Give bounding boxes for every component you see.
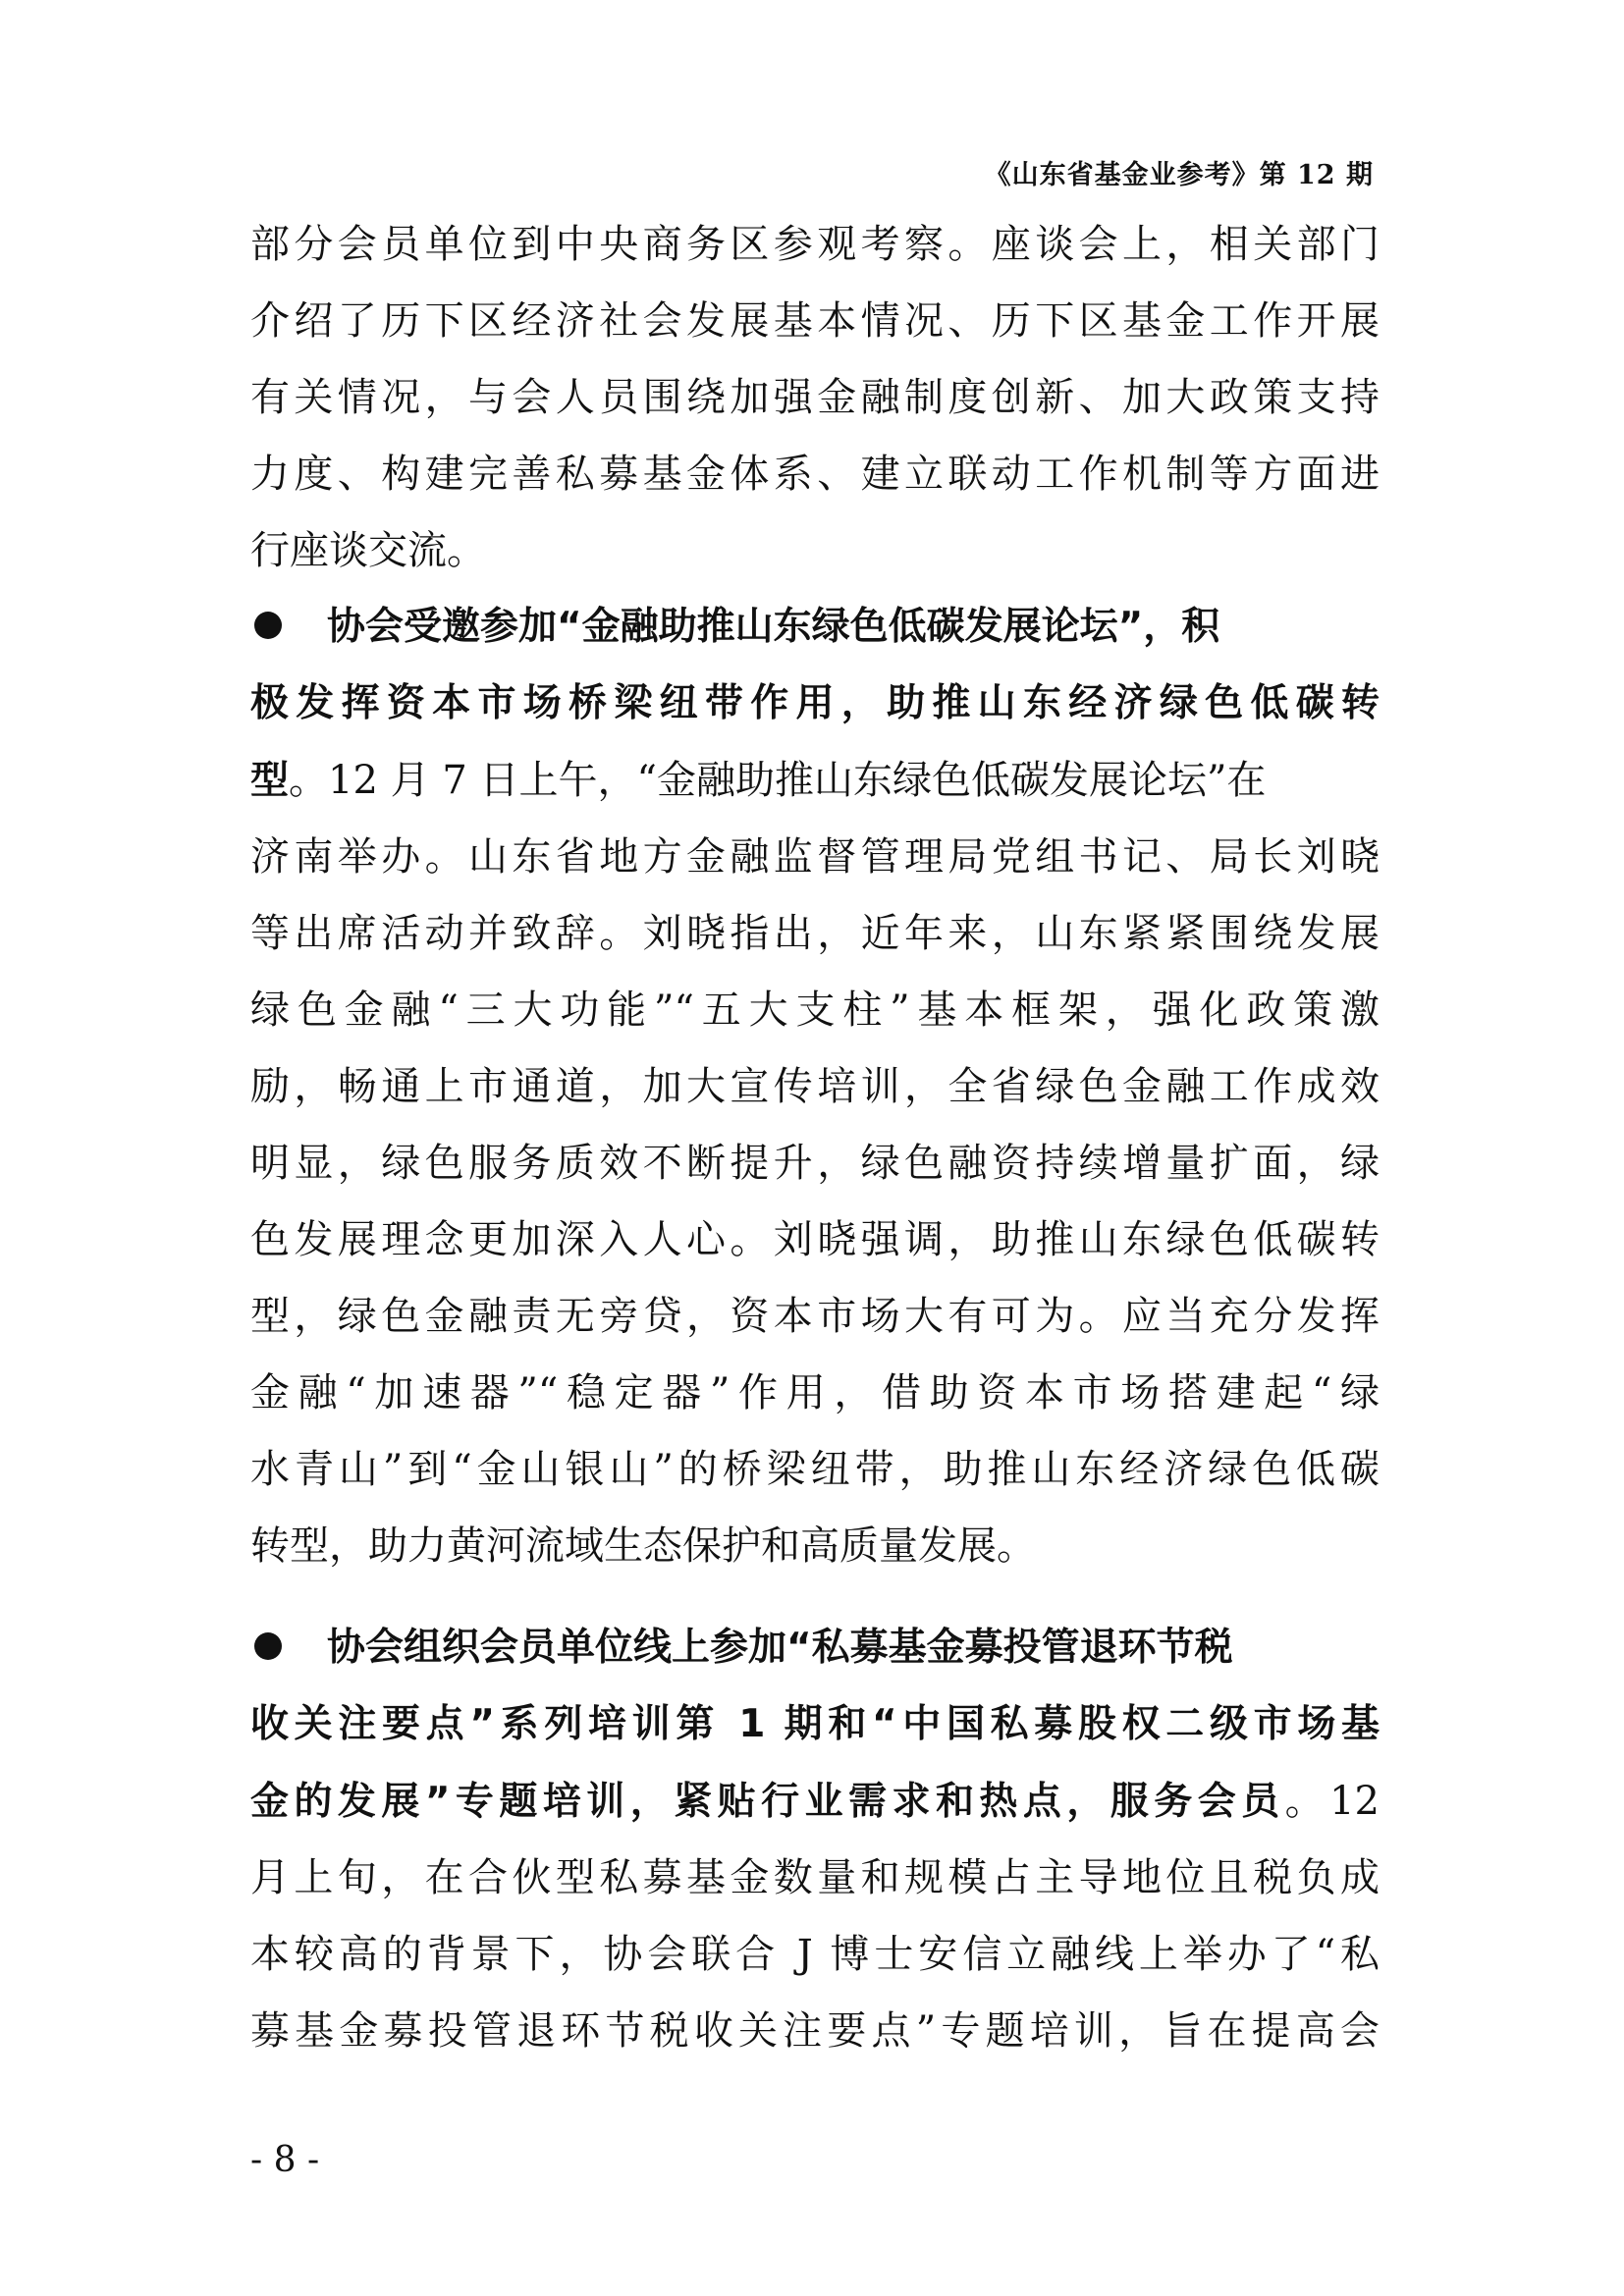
text-line: 金融“加速器”“稳定器”作用，借助资本市场搭建起“绿 — [250, 1370, 1380, 1415]
text-line: 绿色金融“三大功能”“五大支柱”基本框架，强化政策激 — [250, 988, 1380, 1033]
bold-text-line: 收关注要点”系列培训第 1 期和“中国私募股权二级市场基 — [250, 1702, 1380, 1746]
text-line: 力度、构建完善私募基金体系、建立联动工作机制等方面进 — [250, 452, 1380, 497]
page-number: - 8 - — [250, 2140, 320, 2180]
text-line: 行座谈交流。 — [250, 528, 486, 573]
bullet-heading-text: 协会受邀参加“金融助推山东绿色低碳发展论坛”，积 — [327, 605, 1220, 649]
bullet-icon — [254, 1632, 282, 1660]
text-line: 月上旬，在合伙型私募基金数量和规模占主导地位且税负成 — [250, 1855, 1380, 1900]
text-line: 明显，绿色服务质效不断提升，绿色融资持续增量扩面，绿 — [250, 1141, 1380, 1186]
text-line: 等出席活动并致辞。刘晓指出，近年来，山东紧紧围绕发展 — [250, 911, 1380, 956]
text-line: 介绍了历下区经济社会发展基本情况、历下区基金工作开展 — [250, 298, 1380, 344]
bold-text-line: 极发挥资本市场桥梁纽带作用，助推山东经济绿色低碳转 — [250, 681, 1380, 725]
bullet-heading-line — [250, 1610, 1380, 1686]
text-line: 励，畅通上市通道，加大宣传培训，全省绿色金融工作成效 — [250, 1064, 1380, 1109]
bullet-heading-text: 协会组织会员单位线上参加“私募基金募投管退环节税 — [327, 1626, 1233, 1670]
bullet-icon — [254, 612, 282, 639]
bullet-heading-line — [250, 589, 1380, 666]
text-line: 本较高的背景下，协会联合 J 博士安信立融线上举办了“私 — [250, 1932, 1380, 1977]
text-line: 募基金募投管退环节税收关注要点”专题培训，旨在提高会 — [250, 2008, 1380, 2054]
text-line: 有关情况，与会人员围绕加强金融制度创新、加大政策支持 — [250, 375, 1380, 420]
text-segment: 。12 月 7 日上午，“金融助推山东绿色低碳发展论坛”在 — [289, 758, 1267, 803]
text-line: 型，绿色金融责无旁贷，资本市场大有可为。应当充分发挥 — [250, 1294, 1380, 1339]
mixed-text-line — [250, 1763, 1380, 1840]
bold-segment: 型 — [250, 759, 290, 803]
text-segment: 。12 — [1284, 1779, 1380, 1824]
text-line: 转型，助力黄河流域生态保护和高质量发展。 — [250, 1523, 1036, 1569]
bold-segment: 金的发展”专题培训，紧贴行业需求和热点，服务会员 — [250, 1780, 1285, 1824]
text-line: 色发展理念更加深入人心。刘晓强调，助推山东绿色低碳转 — [250, 1217, 1380, 1262]
text-line: 部分会员单位到中央商务区参观考察。座谈会上，相关部门 — [250, 222, 1380, 267]
text-line: 水青山”到“金山银山”的桥梁纽带，助推山东经济绿色低碳 — [250, 1447, 1380, 1492]
text-line: 济南举办。山东省地方金融监督管理局党组书记、局长刘晓 — [250, 834, 1380, 880]
page-header: 《山东省基金业参考》第 12 期 — [984, 160, 1374, 190]
mixed-text-line — [250, 742, 1380, 819]
